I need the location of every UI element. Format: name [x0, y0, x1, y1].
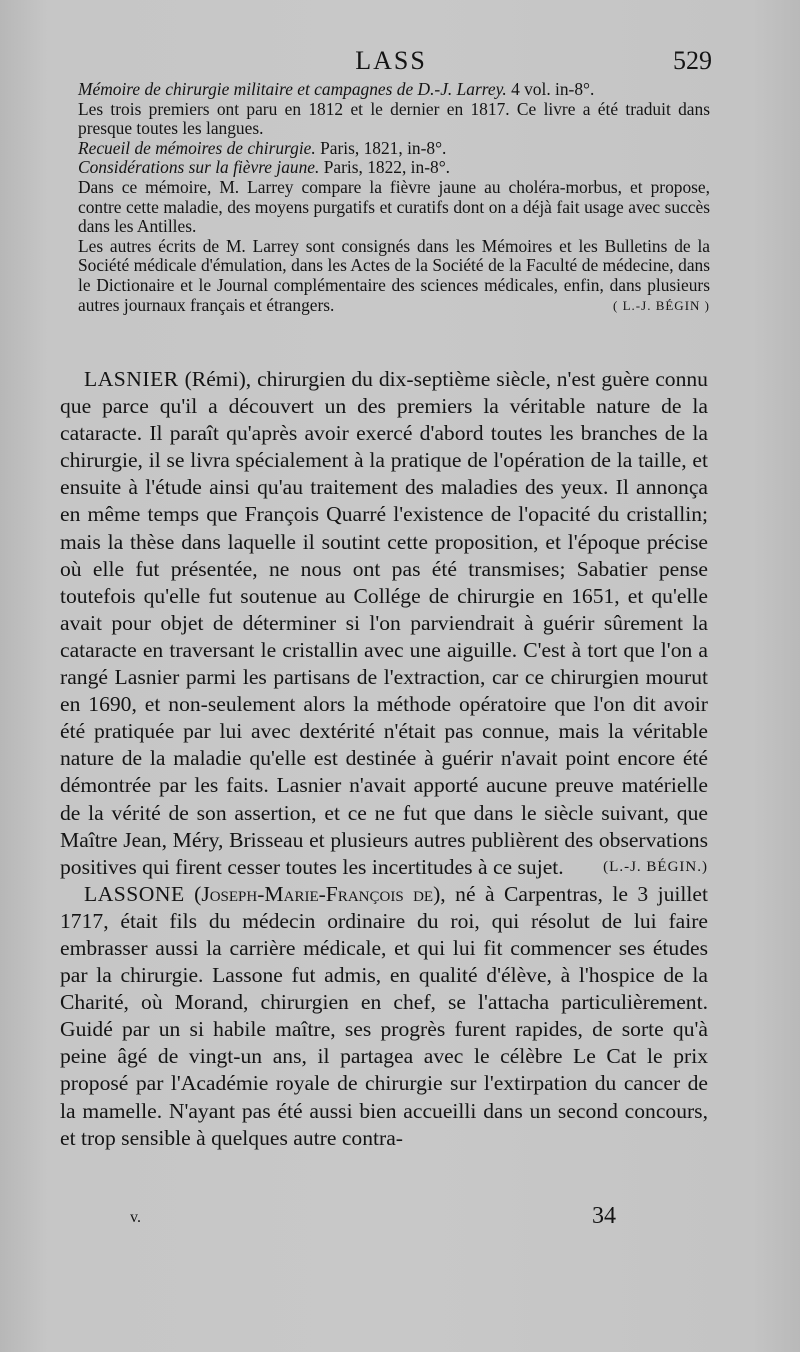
bib-entry-3 — [78, 158, 710, 178]
bib-note-3-text: Les autres écrits de M. Larrey sont consignés dans les Mémoires et les Bulletins de la Société médicale d'émulation, dans les Actes de la Société de la Faculté de médecine, dans le Dictionaire et le Journal complémentaire des sciences médicales, enfin, dans plusieurs autres journaux français et étrangers. — [78, 235, 710, 315]
bib-note-1: Les trois premiers ont paru en 1812 et le dernier en 1817. Ce livre a été traduit dans presque toutes les langues. — [78, 98, 710, 139]
page-footer — [0, 1203, 800, 1239]
signature-mark: v. — [130, 1209, 141, 1226]
sheet-number: 34 — [592, 1203, 616, 1229]
page-number: 529 — [673, 46, 712, 75]
page-header — [0, 46, 800, 80]
bib-note-3 — [78, 237, 710, 315]
entry-lassone-name: LASSONE — [84, 881, 185, 906]
entry-lasnier-text: chirurgien du dix-septième siècle, n'est guère connu que parce qu'il a découvert un des premiers la véritable nature de la cataracte. Il paraît qu'après avoir exercé d'abord toutes les branches de la chirurgie, il se livra spécialement à la pratique de l'opération de la taille, et ensuite à l'étude ainsi qu'au traitement des maladies des yeux. Il annonça en même temps que François Quarré l'existence de l'opacité du cristallin; mais la thèse dans laquelle il soutint cette proposition, et l'époque précise où elle fut présentée, ne nous ont pas été transmises; Sabatier pense toutefois qu'elle fut soutenue au Collége de chirurgie en 1651, et qu'elle avait pour objet de déterminer si l'on parviendrait à guérir sûrement la cataracte en traversant le cristallin avec une aiguille. C'est à tort que l'on a rangé Lasnier parmi les partisans de l'extraction, car ce chirurgien mourut en 1690, et non-seulement alors la méthode opératoire que l'on dit avoir été pratiquée par lui avec dextérité n'était pas connue, mais la véritable nature de la maladie qu'elle est destinée à guérir n'avait point encore été démontrée par les faits. Lasnier n'avait apporté aucune preuve matérielle de la vérité de son assertion, et ce ne fut que dans le siècle suivant, que Maître Jean, Méry, Brisseau et plusieurs autres publièrent des observations positives qui firent cesser toutes les incertitudes à ce sujet. — [60, 367, 708, 879]
bibliography-block — [78, 80, 710, 315]
bib-detail-1: 4 vol. in-8°. — [506, 79, 595, 99]
entry-lassone-text: né à Carpentras, le 3 juillet 1717, était fils du médecin ordinaire du roi, qui résolut de lui faire embrasser aussi la carrière médicale, et qui lui fit commencer ses études par la chirurgie. Lassone fut admis, en qualité d'élève, à l'hospice de la Charité, où Morand, chirurgien en chef, se l'attacha particulièrement. Guidé par un si habile maître, ses progrès furent rapides, de sorte qu'à peine âgé de vingt-un ans, il partagea avec le célèbre Le Cat le prix proposé par l'Académie royale de chirurgie sur l'extirpation du cancer de la mamelle. N'ayant pas été aussi bien accueilli dans un second concours, et trop sensible à quelques autre contra- — [60, 881, 708, 1150]
bib-title-1: Mémoire de chirurgie militaire et campagnes de D.-J. Larrey. — [78, 79, 507, 99]
bib-title-3: Considérations sur la fièvre jaune. — [78, 157, 320, 178]
bib-entry-2 — [78, 139, 710, 159]
entry-lasnier-name: LASNIER — [84, 367, 179, 391]
bib-detail-2: Paris, 1821, in-8°. — [315, 137, 447, 158]
main-text — [60, 366, 708, 1152]
entry-lassone — [60, 881, 708, 1152]
bib-detail-3: Paris, 1822, in-8°. — [319, 157, 450, 178]
bib-entry-1 — [78, 80, 710, 100]
running-head: LASS — [355, 46, 427, 75]
bib-note-2: Dans ce mémoire, M. Larrey compare la fièvre jaune au choléra-morbus, et propose, contre cette maladie, des moyens purgatifs et curatifs dont on a déjà fait usage avec succès dans les Antilles. — [78, 176, 710, 237]
bib-signature: ( L.-J. BÉGIN ) — [613, 297, 710, 313]
entry-lasnier-signature: (L.-J. BÉGIN.) — [603, 858, 708, 875]
bib-title-2: Recueil de mémoires de chirurgie. — [78, 137, 316, 158]
entry-lasnier-given: (Rémi), — [178, 367, 258, 391]
entry-lasnier — [60, 366, 708, 881]
entry-lassone-given: (Joseph-Marie-François de), — [184, 881, 456, 906]
